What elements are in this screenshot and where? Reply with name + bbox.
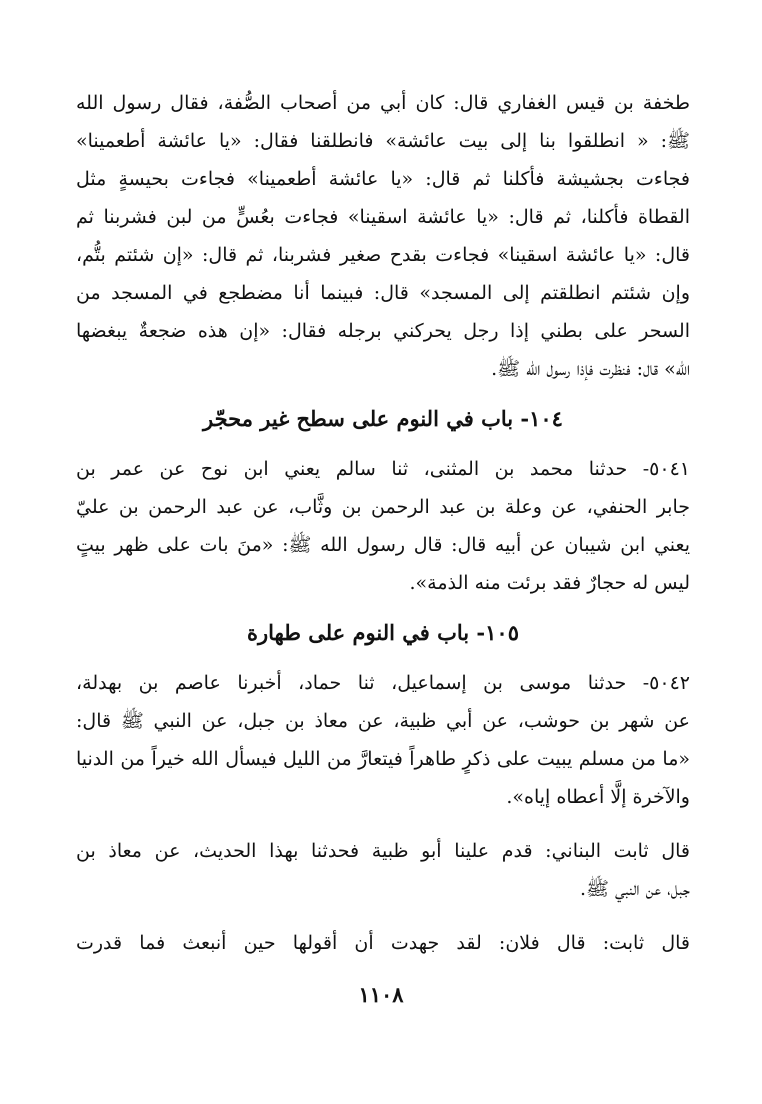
paragraph-top <box>76 84 690 388</box>
text-line: والآخرة إلَّا أعطاه إياه». <box>506 786 690 808</box>
chapter-heading-105: ١٠٥- باب في النوم على طهارة <box>246 620 519 645</box>
paragraph-thabit-bunani <box>76 832 690 908</box>
paragraph-gap <box>76 908 690 924</box>
text-line: قال ثابت: قال فلان: لقد جهدت أن أقولها حين أنبعث فما قدرت <box>76 932 690 954</box>
paragraph-thabit <box>76 924 690 962</box>
chapter-heading-104: ١٠٤- باب في النوم على سطح غير محجّر <box>203 406 563 431</box>
text-line: طخفة بن قيس الغفاري قال: كان أبي من أصحاب الصُّفة، فقال رسول الله <box>76 92 690 114</box>
text-line: ليس له حجارٌ فقد برئت منه الذمة». <box>409 572 690 594</box>
text-line: قال: «يا عائشة اسقينا» فجاءت بقدح صغير فشربنا، ثم قال: «إن شئتم بتُّم، <box>76 244 690 266</box>
page-body <box>76 84 690 962</box>
text-line: ٥٠٤٢- حدثنا موسى بن إسماعيل، ثنا حماد، أخبرنا عاصم بن بهدلة، <box>76 672 690 694</box>
text-line: القطاة فأكلنا، ثم قال: «يا عائشة اسقينا» فجاءت بعُسٍّ من لبن فشربنا ثم <box>76 206 690 228</box>
text-line: «ما من مسلم يبيت على ذكرٍ طاهراً فيتعارَّ من الليل فيسأل الله خيراً من الدنيا <box>76 748 690 770</box>
text-line: جابر الحنفي، عن وعلة بن عبد الرحمن بن وثَّاب، عن عبد الرحمن بن عليّ <box>76 496 690 518</box>
text-line: الله» قال: فنظرت فإذا رسول الله ﷺ. <box>491 358 690 380</box>
text-line: فجاءت بجشيشة فأكلنا ثم قال: «يا عائشة أطعمينا» فجاءت بحيسةٍ مثل <box>76 168 690 190</box>
text-line: عن شهر بن حوشب، عن أبي ظبية، عن معاذ بن جبل، عن النبي ﷺ قال: <box>76 710 690 732</box>
hadith-5042 <box>76 664 690 816</box>
hadith-5041 <box>76 450 690 602</box>
text-line: السحر على بطني إذا رجل يحركني برجله فقال: «إن هذه ضجعةٌ يبغضها <box>76 320 690 342</box>
text-line: ٥٠٤١- حدثنا محمد بن المثنى، ثنا سالم يعني ابن نوح عن عمر بن <box>76 458 690 480</box>
text-line: وإن شئتم انطلقتم إلى المسجد» قال: فبينما أنا مضطجع في المسجد من <box>76 282 690 304</box>
text-line: جبل، عن النبي ﷺ. <box>580 878 690 900</box>
text-line: قال ثابت البناني: قدم علينا أبو ظبية فحدثنا بهذا الحديث، عن معاذ بن <box>76 840 690 862</box>
text-line: ﷺ: « انطلقوا بنا إلى بيت عائشة» فانطلقنا فقال: «يا عائشة أطعمينا» <box>76 130 690 152</box>
text-line: يعني ابن شيبان عن أبيه قال: قال رسول الله ﷺ: «منَ بات على ظهر بيتٍ <box>76 534 690 556</box>
paragraph-gap <box>76 816 690 832</box>
page-number: ١١٠٨ <box>358 982 404 1007</box>
